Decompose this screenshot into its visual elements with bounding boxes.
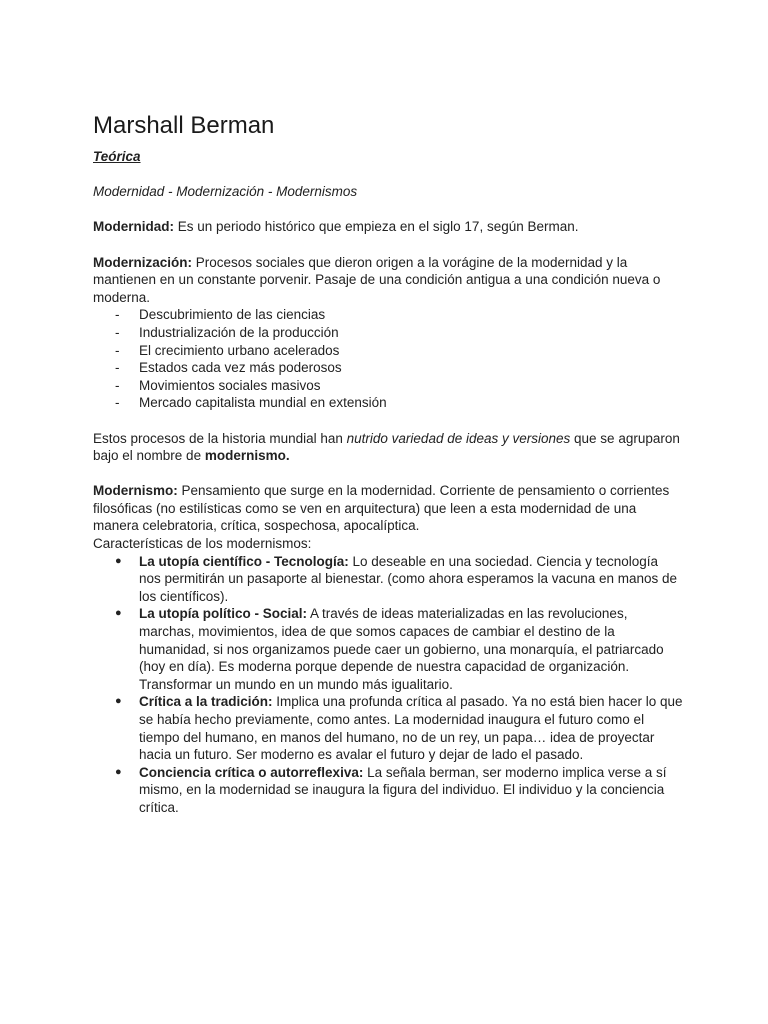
procesos-paragraph — [93, 430, 683, 465]
list-item — [93, 306, 683, 324]
modernidad-term: Modernidad: — [93, 219, 174, 235]
dash-marker: - — [115, 377, 120, 393]
list-item — [93, 324, 683, 342]
dash-marker: - — [115, 395, 120, 411]
list-item-text: Estados cada vez más poderosos — [139, 360, 342, 376]
list-item-text: Industrialización de la producción — [139, 324, 339, 340]
document-body — [93, 148, 683, 817]
modernismo-term: Modernismo: — [93, 483, 178, 499]
list-item-text: Implica una profunda crítica al pasado. Ya no está bien hacer lo que se había hecho previamente, como antes. La modernidad inaugura el futuro como el tiempo del humano, en manos del humano, no de un rey, un papa… idea de proyectar hacia un futuro. Ser moderno es avalar el futuro y dejar de lado el pasado. — [139, 694, 683, 763]
list-item-text: A través de ideas materializadas en las revoluciones, marchas, movimientos, idea de que somos capaces de cambiar el destino de la humanidad, si nos organizamos puede caer un gobierno, una monarquía, el patriarcado (hoy en día). Es moderna porque depende de nuestra capacidad de organización. Transformar un mundo en un mundo más igualitario. — [139, 606, 664, 692]
list-item-term: Crítica a la tradición: — [139, 694, 273, 710]
procesos-italic: nutrido variedad de ideas y versiones — [346, 430, 571, 446]
modernismo-list — [93, 553, 683, 817]
document-title: Marshall Berman — [93, 112, 275, 139]
list-item-text: El crecimiento urbano acelerados — [139, 342, 340, 358]
modernismo-text: Pensamiento que surge en la modernidad. Corriente de pensamiento o corrientes filosóficas (no estilísticas como se ven en arquitectura) que leen a esta modernidad de una manera celebratoria, crítica, sospechosa, apocalíptica. — [93, 483, 670, 534]
modernismo-paragraph — [93, 482, 683, 535]
bullet-marker: ● — [115, 765, 122, 778]
list-item — [93, 764, 683, 817]
modernizacion-paragraph — [93, 254, 683, 307]
modernidad-paragraph — [93, 218, 683, 236]
procesos-text-a: Estos procesos de la historia mundial han — [93, 430, 347, 446]
procesos-bold: modernismo. — [204, 448, 290, 464]
list-item — [93, 693, 683, 763]
list-item-text: Lo deseable en una sociedad. Ciencia y tecnología nos permitirán un pasaporte al bienestar. (como ahora esperamos la vacuna en manos de los científicos). — [139, 553, 678, 604]
list-item-text: La señala berman, ser moderno implica verse a sí mismo, en la modernidad se inaugura la figura del individuo. El individuo y la conciencia crítica. — [139, 764, 667, 815]
list-item — [93, 553, 683, 606]
dash-marker: - — [115, 342, 120, 358]
dash-marker: - — [115, 307, 120, 323]
list-item — [93, 605, 683, 693]
list-item — [93, 377, 683, 395]
list-item-term: Conciencia crítica o autorreflexiva: — [139, 764, 364, 780]
bullet-marker: ● — [115, 554, 122, 567]
list-item — [93, 342, 683, 360]
modernidad-text: Es un periodo histórico que empieza en el siglo 17, según Berman. — [174, 219, 579, 235]
modernizacion-text: Procesos sociales que dieron origen a la vorágine de la modernidad y la mantienen en un constante porvenir. Pasaje de una condición antigua a una condición nueva o moderna. — [93, 254, 661, 305]
modernizacion-term: Modernización: — [93, 254, 193, 270]
bullet-marker: ● — [115, 695, 122, 708]
modernizacion-list — [93, 306, 683, 412]
list-item-text: Movimientos sociales masivos — [139, 377, 321, 393]
list-item-term: La utopía político - Social: — [139, 606, 308, 622]
procesos-text-b: que se agruparon bajo el nombre de — [93, 430, 680, 464]
list-item-text: Mercado capitalista mundial en extensión — [139, 395, 387, 411]
topics-line: Modernidad - Modernización - Modernismos — [93, 184, 358, 200]
list-item — [93, 394, 683, 412]
section-subtitle: Teórica — [93, 149, 141, 164]
dash-marker: - — [115, 324, 120, 340]
list-item — [93, 359, 683, 377]
bullet-marker: ● — [115, 607, 122, 620]
list-item-term: La utopía científico - Tecnología: — [139, 553, 349, 569]
caracteristicas-line: Características de los modernismos: — [93, 536, 312, 552]
dash-marker: - — [115, 360, 120, 376]
list-item-text: Descubrimiento de las ciencias — [139, 307, 326, 323]
